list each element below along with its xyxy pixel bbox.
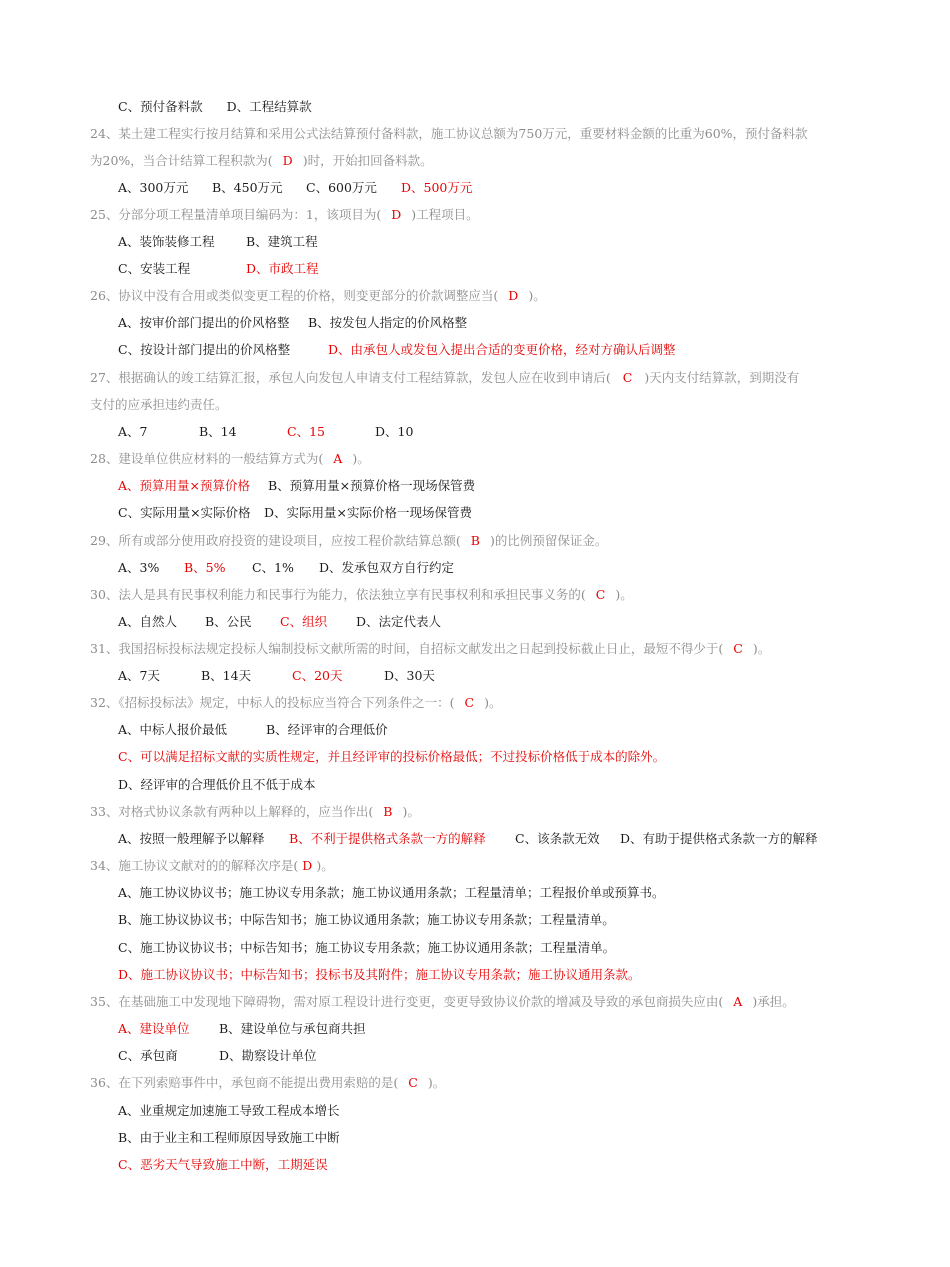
option-c: C、可以满足招标文献的实质性规定，并且经评审的投标价格最低；不过投标价格低于成本的除外。 [118,749,666,764]
answer-32: C [464,695,475,710]
option-b: B、建设单位与承包商共担 [219,1021,366,1036]
option-d: D、勘察设计单位 [219,1048,317,1063]
question-24-cont: 为20%，当合计结算工程积款为( D )时，开始扣回备料款。 [90,153,433,168]
option-d: D、500万元 [401,180,473,195]
question-32: 32、《招标投标法》规定，中标人的投标应当符合下列条件之一：( C )。 [90,695,502,710]
option-d: D、30天 [384,668,435,683]
option-a: A、3% [118,560,160,575]
question-29: 29、所有或部分使用政府投资的建设项目，应按工程价款结算总额( B )的比例预留保证金。 [90,533,608,548]
option-a: A、7天 [118,668,160,683]
option-a: A、300万元 [118,180,189,195]
question-24: 24、某土建工程实行按月结算和采用公式法结算预付备料款，施工协议总额为750万元，重要材料金额的比重为60%，预付备料款 [90,126,808,141]
options-25-ab [118,234,318,250]
question-26: 26、协议中没有合用或类似变更工程的价格，则变更部分的价款调整应当( D )。 [90,288,546,303]
options-27 [118,424,413,440]
option-c: C、实际用量×实际价格 [118,505,251,520]
answer-33: B [383,804,393,819]
question-28: 28、建设单位供应材料的一般结算方式为( A )。 [90,451,370,466]
option-d: D、市政工程 [246,261,319,276]
options-26-ab [118,315,467,331]
option-a: A、自然人 [118,614,178,629]
option-d: D、施工协议协议书；中标告知书；投标书及其附件；施工协议专用条款；施工协议通用条款。 [118,967,641,982]
options-35-ab [118,1021,366,1037]
option-c: C、预付备料款 [118,99,203,114]
answer-26: D [508,288,519,303]
options-30 [118,614,441,630]
answer-35: A [733,994,743,1009]
option-c: C、20天 [292,668,343,683]
option-d: D、法定代表人 [356,614,442,629]
option-a: A、预算用量×预算价格 [118,478,251,493]
options-29 [118,560,454,576]
question-27-cont: 支付的应承担违约责任。 [90,397,228,412]
answer-36: C [408,1075,418,1090]
question-25: 25、分部分项工程量清单项目编码为：1，该项目为( D )工程项目。 [90,207,479,222]
option-b: B、14天 [201,668,252,683]
option-line [118,99,312,115]
options-25-cd [118,261,319,277]
answer-29: B [470,533,480,548]
answer-28: A [333,451,343,466]
option-c: C、该条款无效 [515,831,600,846]
option-a: A、建设单位 [118,1021,190,1036]
answer-24: D [282,153,293,168]
option-d: D、经评审的合理低价且不低于成本 [118,777,316,792]
question-33: 33、对格式协议条款有两种以上解释的，应当作出( B )。 [90,804,420,819]
option-b: B、14 [199,424,237,439]
options-24 [118,180,472,196]
answer-25: D [391,207,402,222]
options-26-cd [118,342,676,358]
option-d: D、实际用量×实际价格一现场保管费 [264,505,472,520]
option-c: C、恶劣天气导致施工中断，工期延误 [118,1157,328,1172]
answer-30: C [595,587,606,602]
question-30: 30、法人是具有民事权利能力和民事行为能力，依法独立享有民事权利和承担民事义务的( C )。 [90,587,633,602]
option-c: C、承包商 [118,1048,178,1063]
option-c: C、15 [287,424,325,439]
option-a: A、施工协议协议书；施工协议专用条款；施工协议通用条款；工程量清单；工程报价单或预算书。 [118,885,665,900]
option-a: A、装饰装修工程 [118,234,215,249]
option-c: C、安装工程 [118,261,191,276]
option-d: D、10 [375,424,414,439]
options-33 [118,831,818,847]
option-c: C、组织 [280,614,328,629]
option-a: A、中标人报价最低 [118,722,228,737]
option-b: B、由于业主和工程师原因导致施工中断 [118,1130,340,1145]
option-b: B、不利于提供格式条款一方的解释 [289,831,486,846]
option-b: B、公民 [205,614,252,629]
option-b: B、5% [184,560,226,575]
option-a: A、7 [118,424,148,439]
option-a: A、按照一般理解予以解释 [118,831,265,846]
question-35: 35、在基础施工中发现地下障碍物，需对原工程设计进行变更，变更导致协议价款的增减及导致的承包商损失应由( A )承担。 [90,994,795,1009]
answer-31: C [733,641,743,656]
options-32-ab [118,722,388,738]
option-c: C、600万元 [306,180,377,195]
options-31 [118,668,435,684]
question-31: 31、我国招标投标法规定投标人编制投标文献所需的时间，自招标文献发出之日起到投标截止日止，最短不得少于( C )。 [90,641,771,656]
question-34: 34、施工协议文献对的的解释次序是( D )。 [90,858,334,873]
option-b: B、预算用量×预算价格一现场保管费 [268,478,476,493]
question-36: 36、在下列索赔事件中，承包商不能提出费用索赔的是( C )。 [90,1075,446,1090]
option-d: D、由承包人或发包入提出合适的变更价格，经对方确认后调整 [328,342,676,357]
option-d: D、工程结算款 [226,99,312,114]
answer-27: C [622,370,633,385]
option-b: B、按发包人指定的价风格整 [308,315,468,330]
option-c: C、按设计部门提出的价风格整 [118,342,291,357]
option-d: D、有助于提供格式条款一方的解释 [620,831,818,846]
option-a: A、按审价部门提出的价风格整 [118,315,290,330]
option-c: C、施工协议协议书；中标告知书；施工协议专用条款；施工协议通用条款；工程量清单。 [118,940,616,955]
question-27: 27、根据确认的竣工结算汇报，承包人向发包人申请支付工程结算款，发包人应在收到申请后( C )天内支付结算款，到期没有 [90,370,800,385]
answer-34: D [302,858,313,873]
option-b: B、施工协议协议书；中际告知书；施工协议通用条款；施工协议专用条款；工程量清单。 [118,912,615,927]
option-c: C、1% [252,560,294,575]
options-28-cd [118,505,472,521]
option-b: B、经评审的合理低价 [266,722,388,737]
option-a: A、业重规定加速施工导致工程成本增长 [118,1103,340,1118]
option-b: B、建筑工程 [246,234,318,249]
options-28-ab [118,478,475,494]
option-d: D、发承包双方自行约定 [319,560,455,575]
option-b: B、450万元 [212,180,283,195]
options-35-cd [118,1048,317,1064]
